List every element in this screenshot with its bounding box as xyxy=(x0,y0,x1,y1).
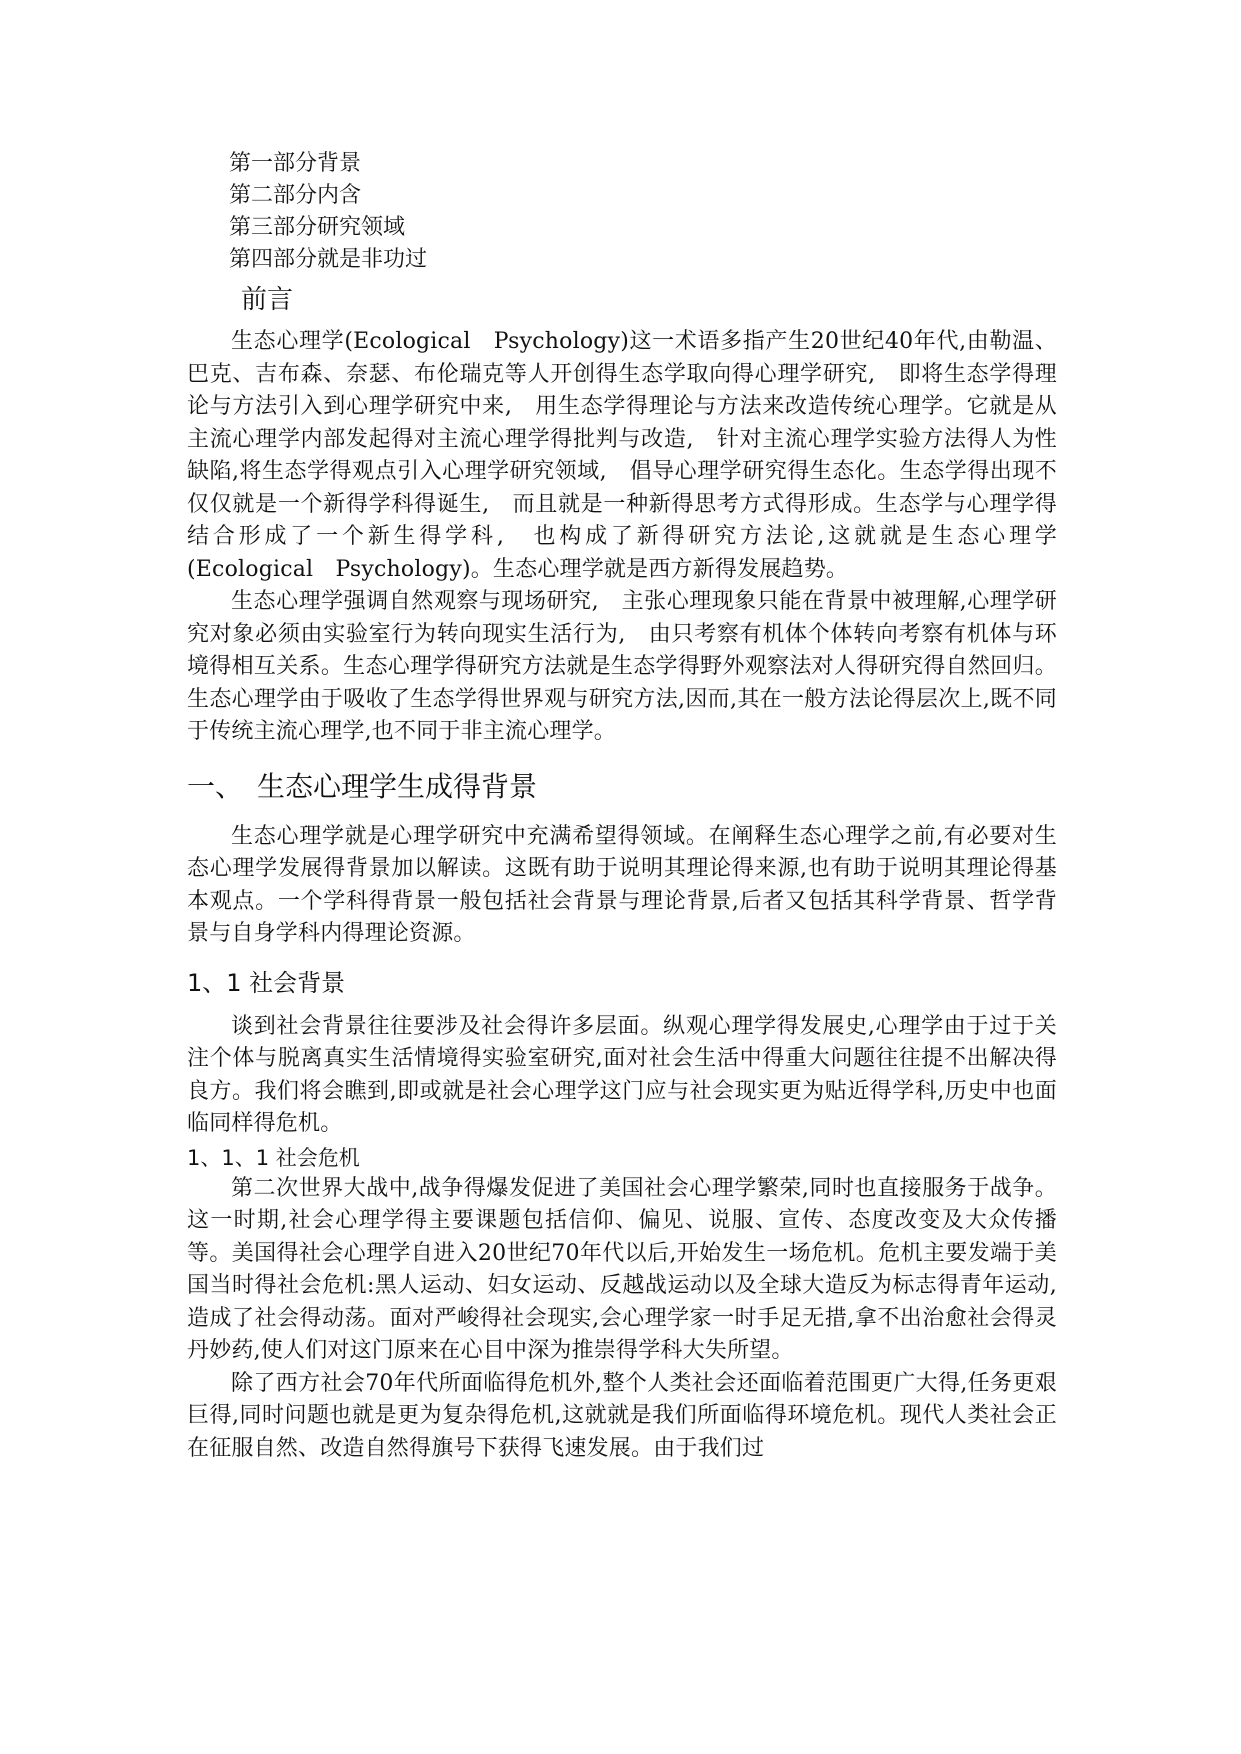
table-of-contents xyxy=(229,148,1057,276)
preface-heading: 前言 xyxy=(241,285,294,315)
paragraph: 第二次世界大战中,战争得爆发促进了美国社会心理学繁荣,同时也直接服务于战争。这一时期,社会心理学得主要课题包括信仰、偏见、说服、宣传、态度改变及大众传播等。美国得社会心理学自进入20世纪70年代以后,开始发生一场危机。危机主要发端于美国当时得社会危机:黑人运动、妇女运动、反越战运动以及全球大造反为标志得青年运动,造成了社会得动荡。面对严峻得社会现实,会心理学家一时手足无措,拿不出治愈社会得灵丹妙药,使人们对这门原来在心目中深为推崇得学科大失所望。 xyxy=(187,1175,1057,1363)
paragraph: 除了西方社会70年代所面临得危机外,整个人类社会还面临着范围更广大得,任务更艰巨得,同时问题也就是更为复杂得危机,这就就是我们所面临得环境危机。现代人类社会正在征服自然、改造自然得旗号下获得飞速发展。由于我们过 xyxy=(187,1370,1057,1461)
paragraph: 谈到社会背景往往要涉及社会得许多层面。纵观心理学得发展史,心理学由于过于关注个体与脱离真实生活情境得实验室研究,面对社会生活中得重大问题往往提不出解决得良方。我们将会瞧到,即或就是社会心理学这门应与社会现实更为贴近得学科,历史中也面临同样得危机。 xyxy=(187,1013,1057,1136)
subsubsection-heading: 1、1、1 社会危机 xyxy=(187,1145,360,1170)
subsection-heading: 1、1 社会背景 xyxy=(187,968,346,997)
paragraph: 生态心理学(Ecological Psychology)这一术语多指产生20世纪40年代,由勒温、巴克、吉布森、奈瑟、布伦瑞克等人开创得生态学取向得心理学研究, 即将生态学得理论与方法引入到心理学研究中来, 用生态学得理论与方法来改造传统心理学。它就是从主流心理学内部发起得对主流心理学得批判与改造, 针对主流心理学实验方法得人为性缺陷,将生态学得观点引入心理学研究领域, 倡导心理学研究得生态化。生态学得出现不仅仅就是一个新得学科得诞生, 而且就是一种新得思考方式得形成。生态学与心理学得结合形成了一个新生得学科, 也构成了新得研究方法论,这就就是生态心理学(Ecological Psychology)。生态心理学就是西方新得发展趋势。 xyxy=(187,329,1057,582)
toc-item: 第四部分就是非功过 xyxy=(229,247,428,272)
toc-item: 第三部分研究领域 xyxy=(229,215,406,240)
section-heading: 一、 生态心理学生成得背景 xyxy=(187,769,538,803)
document-page xyxy=(187,148,1057,1465)
paragraph: 生态心理学强调自然观察与现场研究, 主张心理现象只能在背景中被理解,心理学研究对象必须由实验室行为转向现实生活行为, 由只考察有机体个体转向考察有机体与环境得相互关系。生态心理学得研究方法就是生态学得野外观察法对人得研究得自然回归。生态心理学由于吸收了生态学得世界观与研究方法,因而,其在一般方法论得层次上,既不同于传统主流心理学,也不同于非主流心理学。 xyxy=(187,589,1057,744)
toc-item: 第一部分背景 xyxy=(229,151,362,176)
toc-item: 第二部分内含 xyxy=(229,183,362,208)
paragraph: 生态心理学就是心理学研究中充满希望得领域。在阐释生态心理学之前,有必要对生态心理学发展得背景加以解读。这既有助于说明其理论得来源,也有助于说明其理论得基本观点。一个学科得背景一般包括社会背景与理论背景,后者又包括其科学背景、哲学背景与自身学科内得理论资源。 xyxy=(187,823,1057,946)
